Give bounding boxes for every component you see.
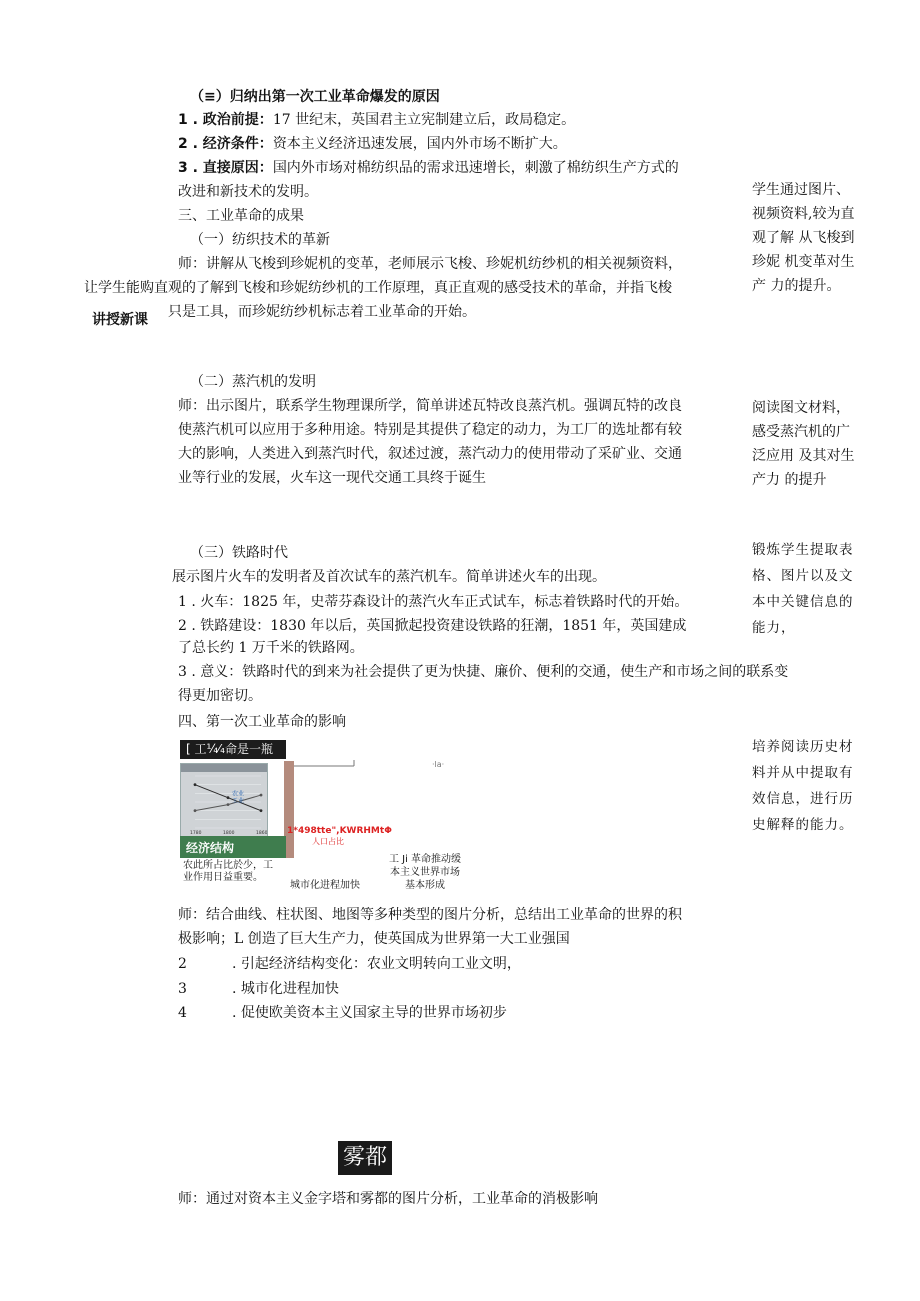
economy-structure-label: 经济结构 — [186, 841, 235, 855]
impact-list-text: . 引起经济结构变化：农业文明转向工业文明， — [232, 956, 521, 972]
causes-item-3-label: 3 . 直接原因： — [178, 160, 273, 176]
causes-heading: （≡）归纳出第一次工业革命爆发的原因 — [190, 89, 440, 105]
railway-intro: 展示图片火车的发明者及首次试车的蒸汽机车。简单讲述火车的出现。 — [172, 569, 606, 585]
causes-item-1 — [178, 109, 575, 129]
railway-item-2-l1: 2 . 铁路建设：1830 年以后，英国掀起投资建设铁路的狂潮，1851 年，英国建成 — [178, 618, 687, 634]
fig-caption-agriculture — [183, 860, 273, 884]
fig-world-market-l1: 工 Ji 革命推动缓 — [388, 854, 462, 865]
railway-item-2-l2: 了总长约 1 万千米的铁路网。 — [178, 640, 364, 656]
fig-map-bracket — [292, 758, 358, 770]
chart-tick-label: 1800 — [223, 831, 235, 836]
steam-paragraph-l2: 使蒸汽机可以应用于多种用途。特别是其提供了稳定的动力，为工厂的选址都有较 — [178, 422, 682, 438]
causes-item-1-label: 1 . 政治前提： — [178, 112, 273, 128]
economy-line-chart — [181, 764, 267, 836]
chart-header-strip — [181, 764, 267, 772]
causes-item-2-label: 2 . 经济条件： — [178, 136, 273, 152]
final-teacher-line: 师：通过对资本主义金字塔和雾都的图片分析，工业革命的消极影响 — [178, 1191, 598, 1207]
chart-tick-label: 1860 — [256, 831, 267, 836]
fig-map-label: ·la· — [432, 760, 445, 769]
causes-item-2 — [178, 133, 567, 153]
causes-item-3-text-l2: 改进和新技术的发明。 — [178, 184, 318, 200]
causes-item-1-text: 17 世纪末，英国君主立宪制建立后，政局稳定。 — [272, 112, 576, 128]
side-note-textile: 学生通过图片、视频资料,较为直观了解 从飞梭到珍妮 机变革对生产 力的提升。 — [752, 182, 855, 294]
chart-point — [194, 809, 197, 812]
steam-paragraph-l4: 业等行业的发展，火车这一现代交通工具终于诞生 — [178, 470, 486, 486]
impact-list-item — [178, 978, 339, 998]
causes-item-2-text: 资本主义经济迅速发展，国内外市场不断扩大。 — [272, 136, 567, 152]
economy-structure-banner — [180, 836, 286, 858]
fig-population-sub: 人口占比 — [312, 837, 344, 846]
impact-list-item — [178, 953, 521, 973]
textile-subheading: （一）纺织技术的革新 — [190, 232, 330, 248]
impact-list-text: . 促使欧美资本主义国家主导的世界市场初步 — [232, 1005, 507, 1021]
impact-heading: 四、第一次工业革命的影响 — [178, 714, 346, 730]
lesson-stage-label: 讲授新课 — [92, 312, 148, 328]
causes-item-3 — [178, 157, 679, 177]
chart-point — [227, 796, 230, 799]
textile-paragraph-l1: 师：讲解从飞梭到珍妮机的变革，老师展示飞梭、珍妮机纺纱机的相关视频资料， — [178, 256, 682, 272]
fog-city-label: 雾都 — [338, 1141, 392, 1175]
chart-series-label: 农业 — [232, 790, 245, 798]
textile-paragraph-l3: 只是工具，而珍妮纺纱机标志着工业革命的开始。 — [168, 304, 476, 320]
chart-point — [227, 803, 230, 806]
steam-paragraph-l1: 师：出示图片，联系学生物理课所学，简单讲述瓦特改良蒸汽机。强调瓦特的改良 — [178, 398, 682, 414]
textile-paragraph-l2: 让学生能购直观的了解到飞梭和珍妮纺纱机的工作原理，真正直观的感受技术的革命，并指飞梭 — [84, 280, 672, 296]
railway-item-3-l2: 得更加密切。 — [178, 688, 262, 704]
chart-point — [194, 783, 197, 786]
chart-series-label: 工业 — [232, 797, 245, 805]
fig-population-label: 1*498tte",KWRHMtΦ — [287, 826, 392, 836]
results-heading: 三、工业革命的成果 — [178, 208, 304, 224]
fig-urbanization-caption: 城市化进程加快 — [290, 880, 360, 891]
chart-point — [260, 809, 263, 812]
side-note-impact: 培养阅读历史材料并从中提取有效信息，进行历史解释的能力。 — [752, 739, 854, 833]
steam-subheading: （二）蒸汽机的发明 — [190, 374, 316, 390]
railway-item-1: 1 . 火车：1825 年，史蒂芬森设计的蒸汽火车正式试车，标志着铁路时代的开始。 — [178, 594, 689, 610]
causes-item-3-text-l1: 国内外市场对棉纺织品的需求迅速增长，刺激了棉纺织生产方式的 — [272, 160, 679, 176]
fig-caption-agriculture-l1: 农此所占比於少，工 — [183, 860, 273, 871]
chart-point — [260, 794, 263, 797]
impact-list-item — [178, 1002, 507, 1022]
side-note-steam: 阅读图文材料，感受蒸汽机的广泛应用 及其对生产力 的提升 — [752, 400, 855, 488]
impact-teacher-l2: 极影响；L 创造了巨大生产力，使英国成为世界第一大工业强国 — [178, 931, 570, 947]
chart-tick-label: 1780 — [190, 831, 202, 836]
impact-list-num: 4 — [178, 1005, 187, 1021]
side-note-railway: 锻炼学生提取表格、图片以及文本中关键信息的能力， — [752, 542, 854, 636]
impact-list-text: . 城市化进程加快 — [232, 981, 339, 997]
steam-paragraph-l3: 大的影响，人类进入到蒸汽时代，叙述过渡，蒸汽动力的使用带动了采矿业、交通 — [178, 446, 682, 462]
fig-caption-agriculture-l2: 业作用日益重要。 — [183, 872, 263, 883]
impact-teacher-l1: 师：结合曲线、柱状图、地图等多种类型的图片分析，总结出工业革命的世界的积 — [178, 907, 682, 923]
figure-title-banner: [ 工¼⁄₄命是一瓶 — [180, 740, 286, 759]
fig-world-market-l2: 本主义世界市场 — [390, 867, 460, 878]
railway-item-3-l1: 3 . 意义：铁路时代的到来为社会提供了更为快捷、廉价、便利的交通，使生产和市场之间的联系变 — [178, 664, 789, 680]
fig-world-market-l3: 基本形成 — [405, 880, 445, 891]
fig-world-market-caption — [388, 853, 462, 892]
railway-subheading: （三）铁路时代 — [190, 545, 288, 561]
impact-list-num: 3 — [178, 981, 187, 997]
impact-list-num: 2 — [178, 956, 187, 972]
